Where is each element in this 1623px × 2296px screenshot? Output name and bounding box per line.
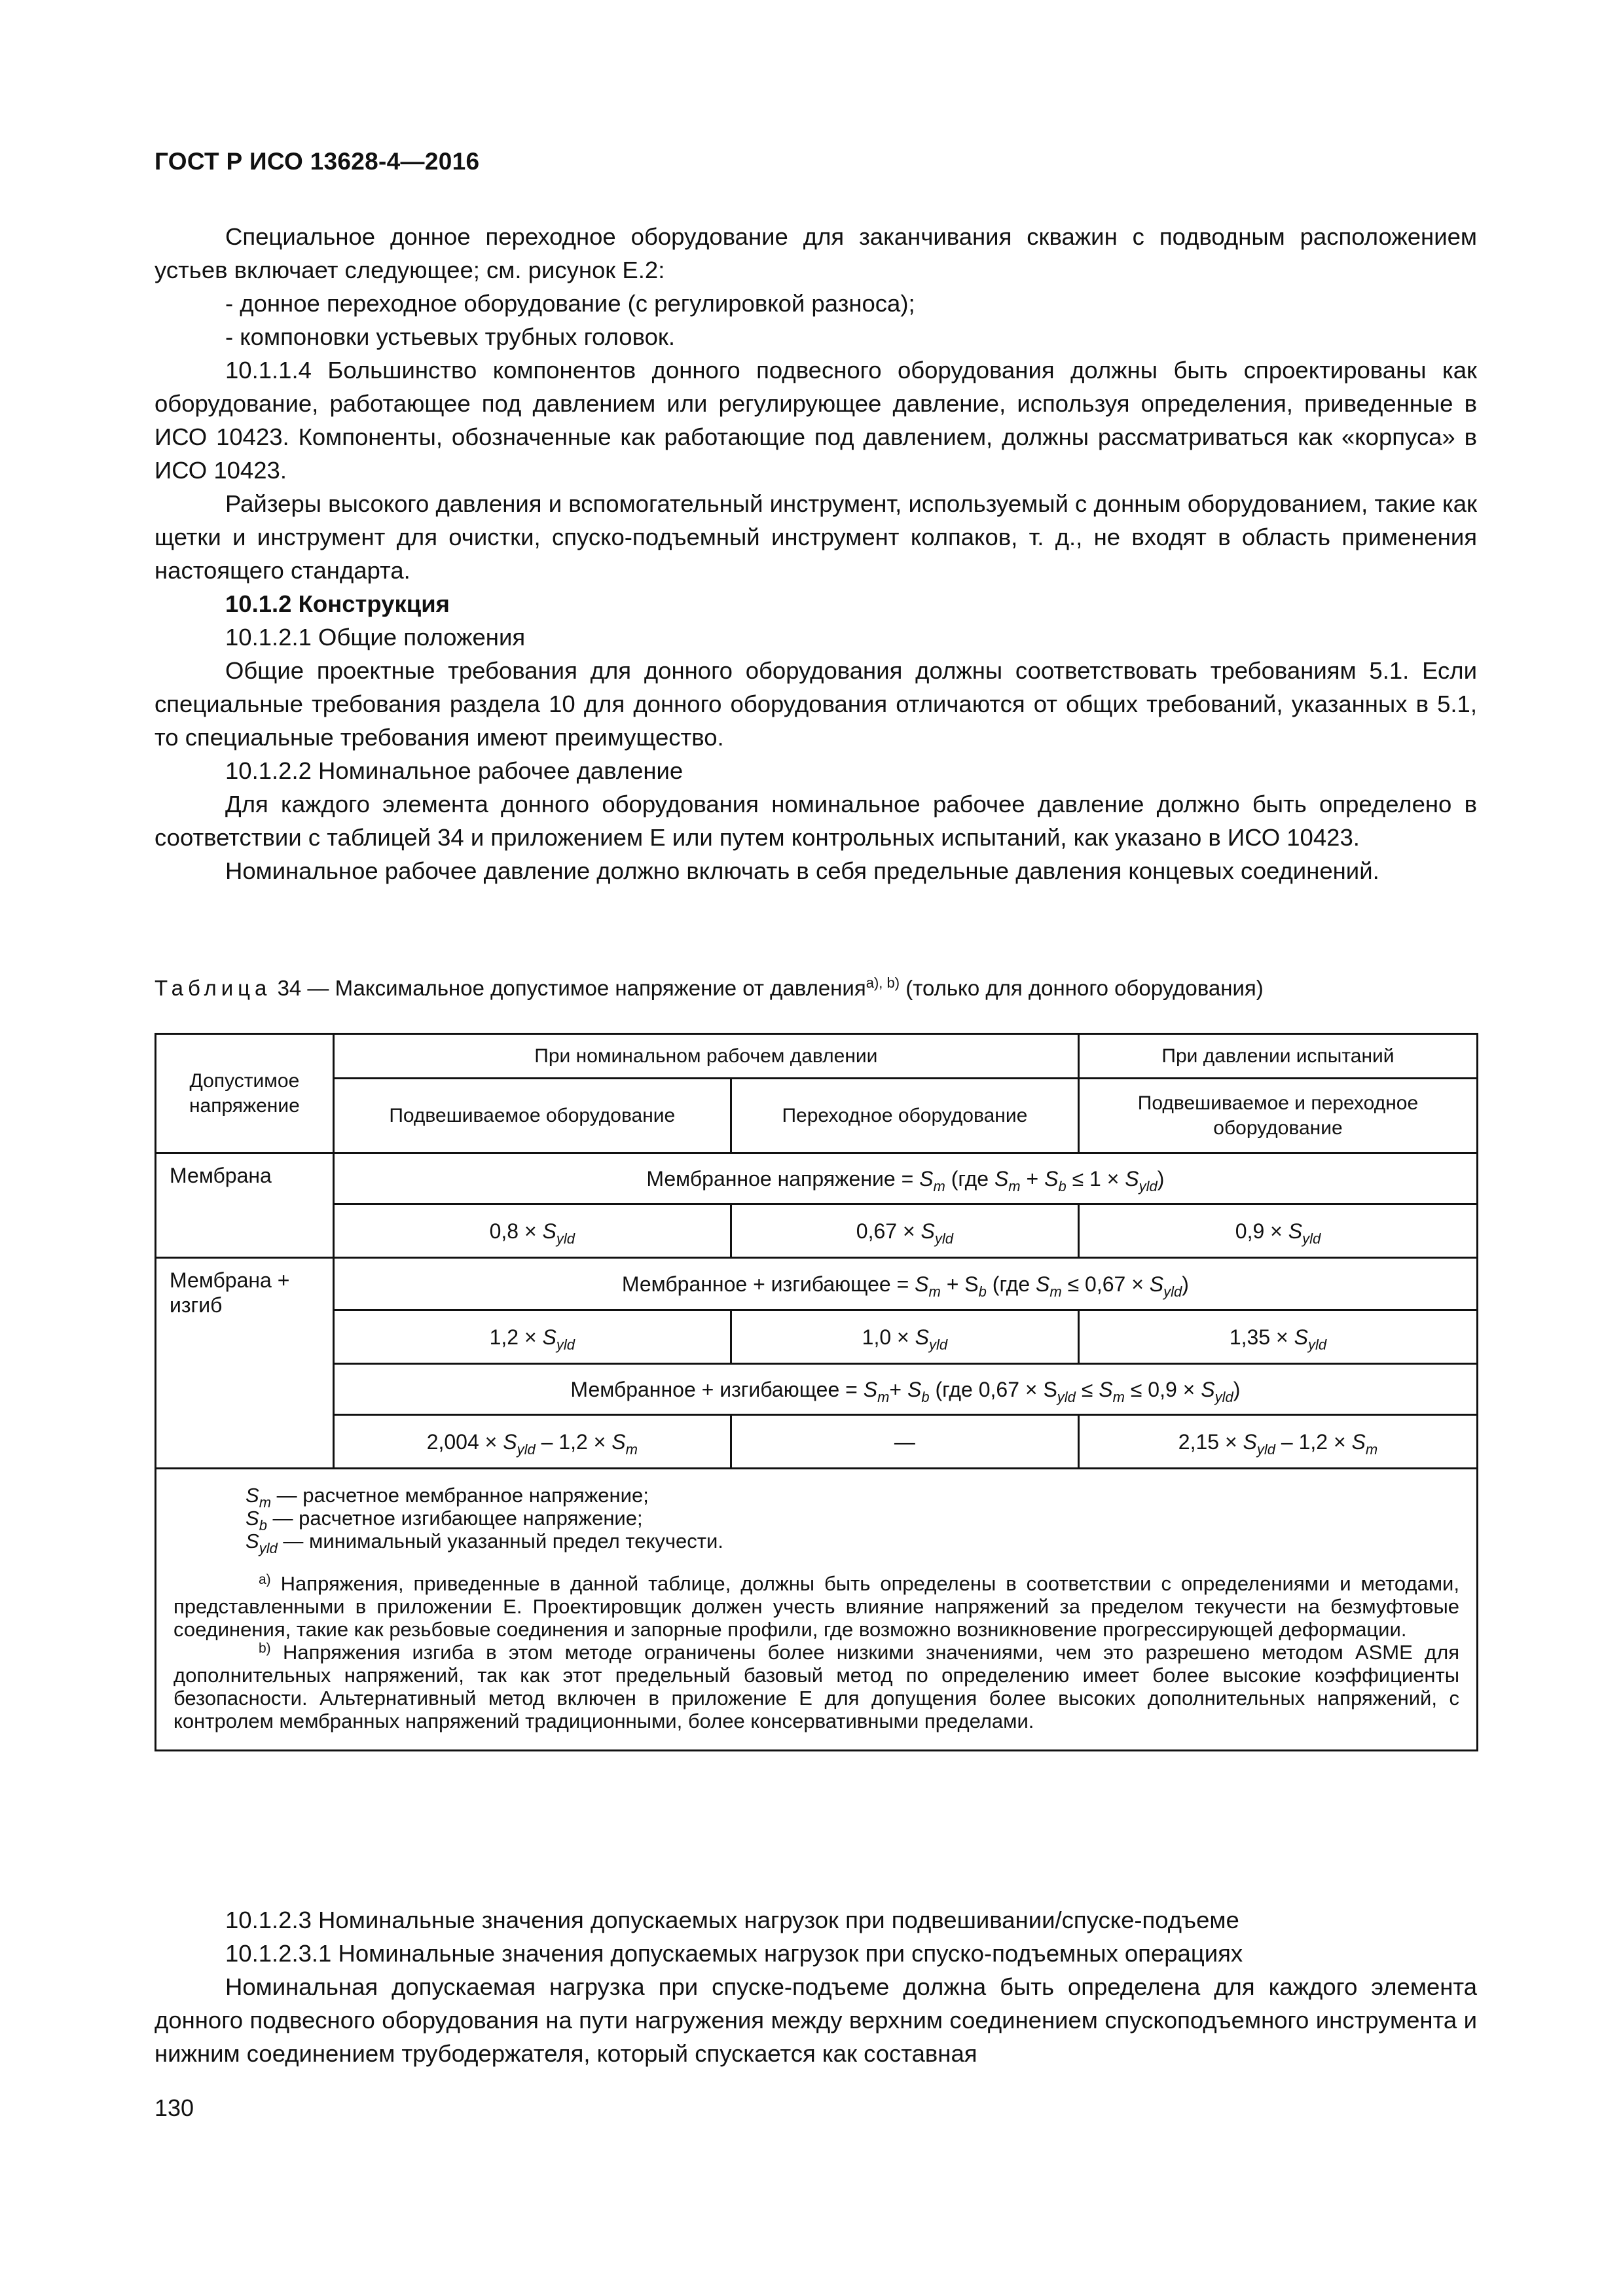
header-cell: При давлении испытаний [1078, 1034, 1477, 1079]
value-cell: $0,8 \times S_{yld}$ [333, 1204, 731, 1258]
value-cell: $1,0 \times S_{yld}$ [731, 1310, 1078, 1364]
document-header: ГОСТ Р ИСО 13628-4—2016 [155, 148, 480, 175]
list-item: - донное переходное оборудование (с регулировкой разноса); [225, 290, 915, 317]
list-item: - компоновки устьевых трубных головок. [225, 323, 675, 350]
footnote-a: $^{a)}$ Напряжения, приведенные в данной таблице, должны быть определены в соответствии с определениями и методами, представленными в приложении Е. Проектировщик должен учесть влияние напряжений за пределом текучести на безмуфтовые соединения, такие как резьбовые соединения и запорные профили, где возможно возникновение прогрессирующей деформации. [173, 1572, 1459, 1641]
row-label: Мембрана [156, 1153, 334, 1258]
subsection-heading: 10.1.2.1 Общие положения [225, 624, 526, 651]
section-heading: 10.1.2 Конструкция [225, 590, 450, 617]
legend-item: $S_m$ — расчетное мембранное напряжение; [246, 1484, 649, 1511]
header-cell: Допустимое напряжение [156, 1034, 334, 1153]
header-cell: Подвешиваемое оборудование [333, 1079, 731, 1153]
page-number: 130 [155, 2094, 194, 2121]
subsection-heading: 10.1.2.2 Номинальное рабочее давление [225, 757, 684, 784]
legend-item: $S_{yld}$ — минимальный указанный предел текучести. [246, 1530, 723, 1556]
formula-cell: Мембранное + изгибающее = $S_m + S_b$ (где $S_m \le 0,67 \times S_{yld}$) [333, 1258, 1477, 1310]
caption-text: 34 — Максимальное допустимое напряжение от давления [277, 976, 866, 1000]
paragraph: Номинальное рабочее давление должно включать в себя предельные давления концевых соединений. [225, 857, 1379, 884]
stress-table [155, 1033, 1478, 1751]
table-caption [155, 974, 1484, 1003]
paragraph: 10.1.1.4 Большинство компонентов донного подвесного оборудования должны быть спроектированы как оборудование, работающее под давлением или регулирующее давление, используя определения, приведенные в ИСО 10423. Компоненты, обозначенные как работающие под давлением, должны рассматриваться как «корпуса» в ИСО 10423. [155, 357, 1477, 484]
paragraph: Общие проектные требования для донного оборудования должны соответствовать требованиям 5.1. Если специальные требования раздела 10 для донного оборудования отличаются от общих требований, указанных в 5.1, то специальные требования имеют преимущество. [155, 657, 1477, 751]
value-cell: $1,35 \times S_{yld}$ [1078, 1310, 1477, 1364]
value-cell: — [731, 1415, 1078, 1469]
paragraph: Специальное донное переходное оборудование для заканчивания скважин с подводным расположением устьев включает следующее; см. рисунок Е.2: [155, 223, 1477, 283]
paragraph: Для каждого элемента донного оборудования номинальное рабочее давление должно быть определено в соответствии с таблицей 34 и приложением Е или путем контрольных испытаний, как указано в ИСО 10423. [155, 791, 1477, 851]
symbol-legend [173, 1484, 1459, 1556]
header-cell: Подвешиваемое и переходное оборудование [1078, 1079, 1477, 1153]
formula-cell: Мембранное + изгибающее = $S_m+ S_b$ (где $0,67 \times S_{yld} \le S_m \le 0,9 \times S_{yld}$) [333, 1364, 1477, 1415]
subsection-heading: 10.1.2.3.1 Номинальные значения допускаемых нагрузок при спуско-подъемных операциях [225, 1940, 1243, 1967]
paragraph: Райзеры высокого давления и вспомогательный инструмент, используемый с донным оборудованием, такие как щетки и инструмент для очистки, спуско-подъемный инструмент колпаков, т. д., не входят в область применения настоящего стандарта. [155, 490, 1477, 584]
legend-item: $S_b$ — расчетное изгибающее напряжение; [246, 1507, 643, 1534]
caption-tail: (только для донного оборудования) [900, 976, 1264, 1000]
caption-footnote-marks: a), b) [866, 975, 900, 991]
footnote-b: $^{b)}$ Напряжения изгиба в этом методе ограничены более низкими значениями, чем это разрешено методом ASME для дополнительных напряжений, так как этот предельный базовый метод по определению имеет более высокие коэффициенты безопасности. Альтернативный метод включен в приложение Е для допущения более высоких дополнительных напряжений, с контролем мембранных напряжений традиционными, более консервативными пределами. [173, 1641, 1459, 1732]
table-notes [156, 1469, 1478, 1751]
subsection-heading: 10.1.2.3 Номинальные значения допускаемых нагрузок при подвешивании/спуске-подъеме [225, 1907, 1239, 1933]
header-cell: При номинальном рабочем давлении [333, 1034, 1078, 1079]
row-label: Мембрана + изгиб [156, 1258, 334, 1469]
value-cell: $2,004 \times S_{yld} - 1,2 \times S_m$ [333, 1415, 731, 1469]
body-text-top [155, 220, 1477, 888]
formula-cell: Мембранное напряжение = $S_m$ (где $S_m + S_b \le 1 \times S_{yld}$) [333, 1153, 1477, 1204]
header-cell: Переходное оборудование [731, 1079, 1078, 1153]
value-cell: $1,2 \times S_{yld}$ [333, 1310, 731, 1364]
value-cell: $2,15 \times S_{yld} - 1,2 \times S_m$ [1078, 1415, 1477, 1469]
caption-label: Таблица [155, 976, 272, 1000]
body-text-bottom [155, 1903, 1477, 2070]
paragraph: Номинальная допускаемая нагрузка при спуске-подъеме должна быть определена для каждого элемента донного подвесного оборудования на пути нагружения между верхним соединением спускоподъемного инструмента и нижним соединением трубодержателя, который спускается как составная [155, 1973, 1477, 2067]
value-cell: $0,9 \times S_{yld}$ [1078, 1204, 1477, 1258]
value-cell: $0,67 \times S_{yld}$ [731, 1204, 1078, 1258]
